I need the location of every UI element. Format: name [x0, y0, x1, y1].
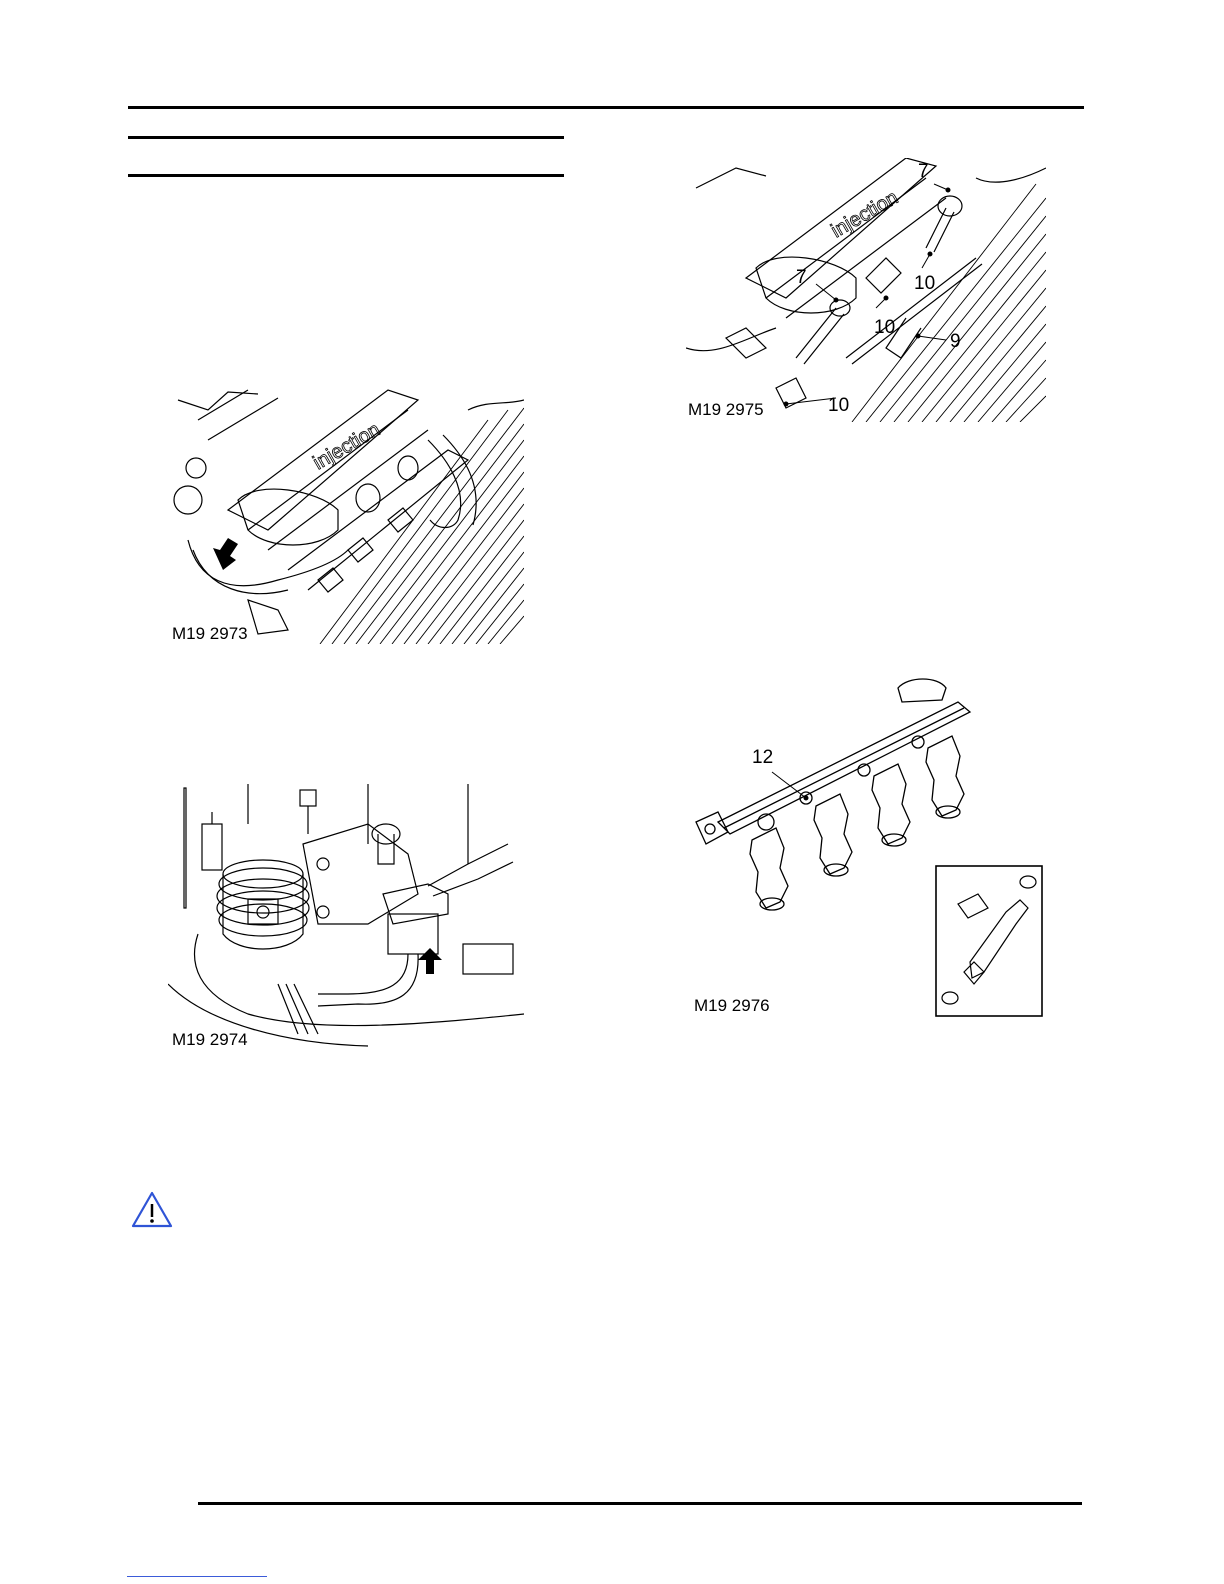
figure-fuel-rail-injectors [688, 672, 1048, 1020]
footer-link-underline[interactable] [127, 1576, 267, 1577]
figure-code: M19 2976 [694, 996, 770, 1015]
figure-code: M19 2974 [172, 1030, 248, 1049]
section-rule-bottom [128, 174, 564, 177]
callout-10-lower: 10 [828, 395, 850, 416]
header-rule [128, 106, 1084, 109]
callout-10-middle: 10 [874, 317, 896, 338]
fuel-rail-illustration [688, 672, 1048, 1020]
callout-7-top: 7 [918, 161, 929, 182]
callout-9: 9 [950, 331, 961, 352]
section-rule-top [128, 136, 564, 139]
callout-7-left: 7 [796, 267, 807, 288]
engine-illustration-3 [686, 158, 1046, 422]
figure-fuel-rail-removal [686, 158, 1046, 422]
pointer-arrow-icon [213, 538, 238, 570]
figure-code: M19 2975 [688, 400, 764, 419]
engine-illustration-1 [168, 380, 524, 644]
callout-10-upper: 10 [914, 273, 936, 294]
figure-engine-connector [168, 380, 524, 644]
figure-code: M19 2973 [172, 624, 248, 643]
embossed-text-injection: injection [827, 186, 903, 243]
warning-triangle-icon [130, 1190, 174, 1230]
callout-12: 12 [752, 747, 774, 768]
inset-box [936, 866, 1042, 1016]
engine-illustration-2 [168, 784, 524, 1054]
footer-rule [198, 1502, 1082, 1505]
figure-sensor-connector [168, 784, 524, 1054]
embossed-text-injection: injection [309, 418, 385, 475]
